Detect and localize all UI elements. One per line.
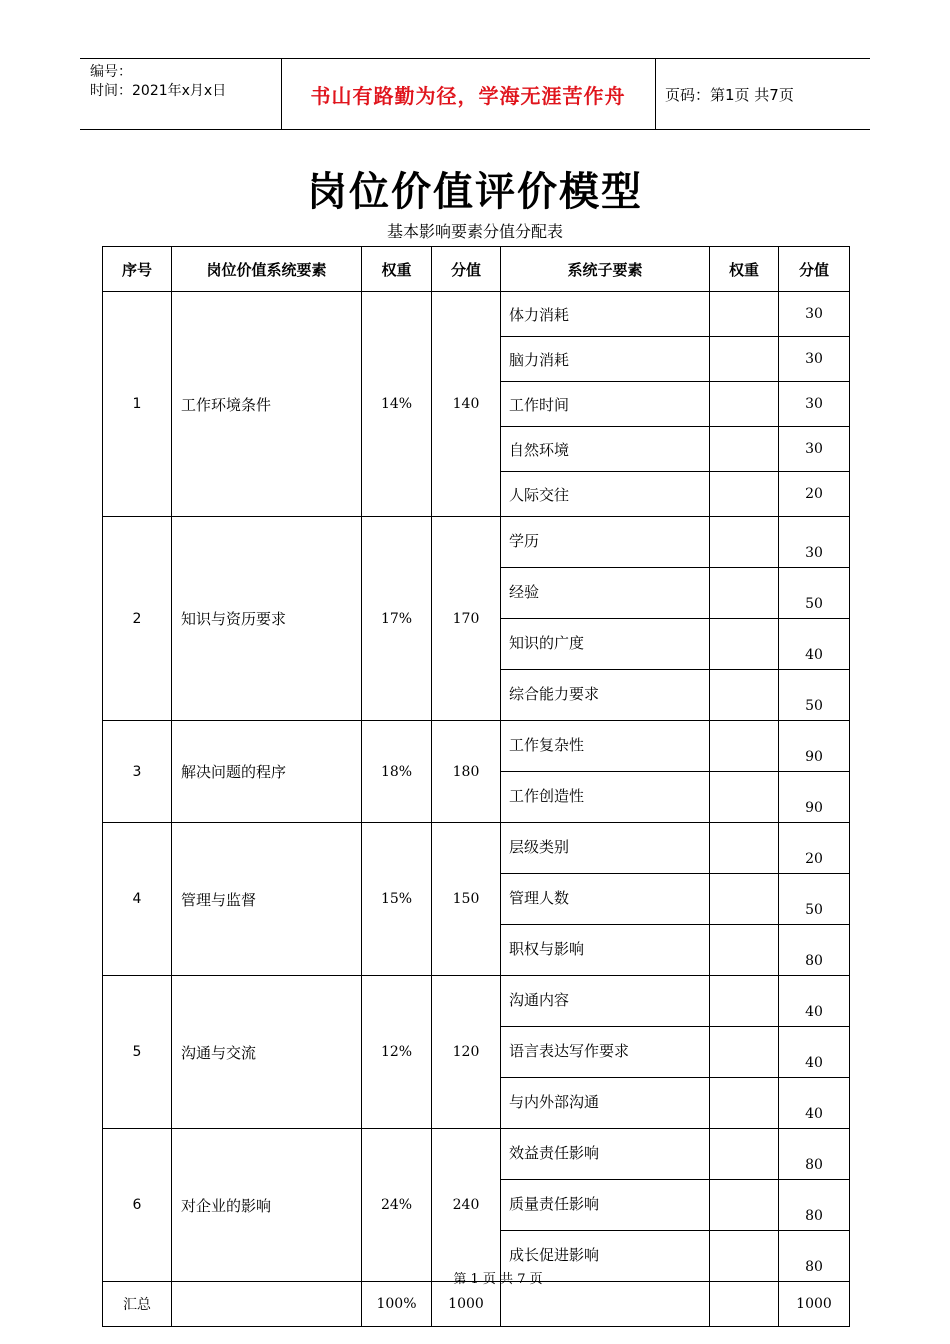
element-weight-cell: 12% — [362, 976, 432, 1129]
total-row — [103, 1282, 850, 1327]
element-name-cell: 解决问题的程序 — [172, 721, 362, 823]
sub-element-cell: 人际交往 — [501, 472, 710, 517]
row-number-cell: 2 — [103, 517, 172, 721]
sub-element-cell: 语言表达写作要求 — [501, 1027, 710, 1078]
sub-weight-cell — [710, 976, 779, 1027]
sub-element-cell: 沟通内容 — [501, 976, 710, 1027]
sub-score-cell: 40 — [779, 1027, 850, 1078]
sub-weight-cell — [710, 517, 779, 568]
sub-score-cell: 80 — [779, 925, 850, 976]
sub-weight-cell — [710, 823, 779, 874]
sub-score-cell: 20 — [779, 472, 850, 517]
document-time: 时间：2021年x月x日 — [90, 83, 227, 99]
element-name-cell: 管理与监督 — [172, 823, 362, 976]
element-name-cell: 沟通与交流 — [172, 976, 362, 1129]
element-weight-cell: 14% — [362, 292, 432, 517]
header-meta — [90, 63, 226, 101]
table-row — [103, 823, 850, 874]
element-weight-cell: 24% — [362, 1129, 432, 1282]
row-number-cell: 6 — [103, 1129, 172, 1282]
sub-weight-cell — [710, 721, 779, 772]
sub-score-cell: 20 — [779, 823, 850, 874]
total-sub-score-cell: 1000 — [779, 1282, 850, 1327]
sub-score-cell: 30 — [779, 292, 850, 337]
element-weight-cell: 18% — [362, 721, 432, 823]
document-header — [80, 58, 870, 130]
table-row — [103, 976, 850, 1027]
sub-score-cell: 30 — [779, 517, 850, 568]
sub-weight-cell — [710, 772, 779, 823]
sub-weight-cell — [710, 670, 779, 721]
sub-weight-cell — [710, 427, 779, 472]
table-row — [103, 721, 850, 772]
sub-weight-cell — [710, 337, 779, 382]
element-weight-cell: 15% — [362, 823, 432, 976]
header-motto: 书山有路勤为径，学海无涯苦作舟 — [310, 83, 626, 108]
sub-weight-cell — [710, 382, 779, 427]
sub-weight-cell — [710, 619, 779, 670]
sub-element-cell: 效益责任影响 — [501, 1129, 710, 1180]
element-score-cell: 120 — [432, 976, 501, 1129]
sub-weight-cell — [710, 292, 779, 337]
sub-score-cell: 40 — [779, 1078, 850, 1129]
sub-score-cell: 30 — [779, 382, 850, 427]
sub-weight-cell — [710, 472, 779, 517]
element-name-cell: 知识与资历要求 — [172, 517, 362, 721]
row-number-cell: 5 — [103, 976, 172, 1129]
table-caption: 基本影响要素分值分配表 — [386, 222, 563, 241]
total-name-cell — [172, 1282, 362, 1327]
row-number-cell: 3 — [103, 721, 172, 823]
element-name-cell: 工作环境条件 — [172, 292, 362, 517]
sub-element-cell: 综合能力要求 — [501, 670, 710, 721]
header-cell: 分值 — [432, 247, 501, 292]
header-cell: 权重 — [710, 247, 779, 292]
row-number-cell: 1 — [103, 292, 172, 517]
header-page-info: 页码：第1页 共7页 — [665, 85, 794, 104]
table-row — [103, 1129, 850, 1180]
header-cell: 序号 — [103, 247, 172, 292]
sub-element-cell: 工作复杂性 — [501, 721, 710, 772]
sub-score-cell: 50 — [779, 568, 850, 619]
table-row — [103, 292, 850, 337]
element-name-cell: 对企业的影响 — [172, 1129, 362, 1282]
element-score-cell: 170 — [432, 517, 501, 721]
sub-element-cell: 与内外部沟通 — [501, 1078, 710, 1129]
sub-score-cell: 80 — [779, 1231, 850, 1282]
sub-element-cell: 学历 — [501, 517, 710, 568]
total-label-cell: 汇总 — [103, 1282, 172, 1327]
page-footer: 第 1 页 共 7 页 — [453, 1272, 543, 1287]
sub-score-cell: 40 — [779, 619, 850, 670]
sub-score-cell: 80 — [779, 1129, 850, 1180]
total-sub-weight-cell — [710, 1282, 779, 1327]
element-score-cell: 150 — [432, 823, 501, 976]
sub-score-cell: 90 — [779, 721, 850, 772]
sub-score-cell: 30 — [779, 427, 850, 472]
sub-weight-cell — [710, 874, 779, 925]
sub-element-cell: 成长促进影响 — [501, 1231, 710, 1282]
sub-element-cell: 脑力消耗 — [501, 337, 710, 382]
sub-element-cell: 质量责任影响 — [501, 1180, 710, 1231]
element-weight-cell: 17% — [362, 517, 432, 721]
element-score-cell: 180 — [432, 721, 501, 823]
sub-score-cell: 40 — [779, 976, 850, 1027]
page-title: 岗位价值评价模型 — [307, 169, 643, 215]
sub-element-cell: 层级类别 — [501, 823, 710, 874]
header-cell: 分值 — [779, 247, 850, 292]
header-cell: 岗位价值系统要素 — [172, 247, 362, 292]
element-score-cell: 140 — [432, 292, 501, 517]
sub-element-cell: 体力消耗 — [501, 292, 710, 337]
sub-score-cell: 80 — [779, 1180, 850, 1231]
total-weight-cell: 100% — [362, 1282, 432, 1327]
sub-score-cell: 50 — [779, 874, 850, 925]
sub-element-cell: 职权与影响 — [501, 925, 710, 976]
sub-element-cell: 自然环境 — [501, 427, 710, 472]
header-cell: 权重 — [362, 247, 432, 292]
table-header-row — [103, 247, 850, 292]
total-score-cell: 1000 — [432, 1282, 501, 1327]
sub-element-cell: 工作时间 — [501, 382, 710, 427]
sub-score-cell: 90 — [779, 772, 850, 823]
sub-element-cell: 经验 — [501, 568, 710, 619]
sub-weight-cell — [710, 1027, 779, 1078]
table-row — [103, 517, 850, 568]
table-body — [103, 292, 850, 1327]
sub-element-cell: 工作创造性 — [501, 772, 710, 823]
total-sub-element-cell — [501, 1282, 710, 1327]
sub-weight-cell — [710, 1078, 779, 1129]
sub-element-cell: 管理人数 — [501, 874, 710, 925]
row-number-cell: 4 — [103, 823, 172, 976]
sub-weight-cell — [710, 568, 779, 619]
element-score-cell: 240 — [432, 1129, 501, 1282]
header-cell: 系统子要素 — [501, 247, 710, 292]
score-table — [102, 246, 850, 1327]
sub-weight-cell — [710, 925, 779, 976]
sub-weight-cell — [710, 1129, 779, 1180]
sub-element-cell: 知识的广度 — [501, 619, 710, 670]
sub-weight-cell — [710, 1180, 779, 1231]
sub-score-cell: 50 — [779, 670, 850, 721]
document-number: 编号： — [90, 64, 132, 80]
sub-score-cell: 30 — [779, 337, 850, 382]
